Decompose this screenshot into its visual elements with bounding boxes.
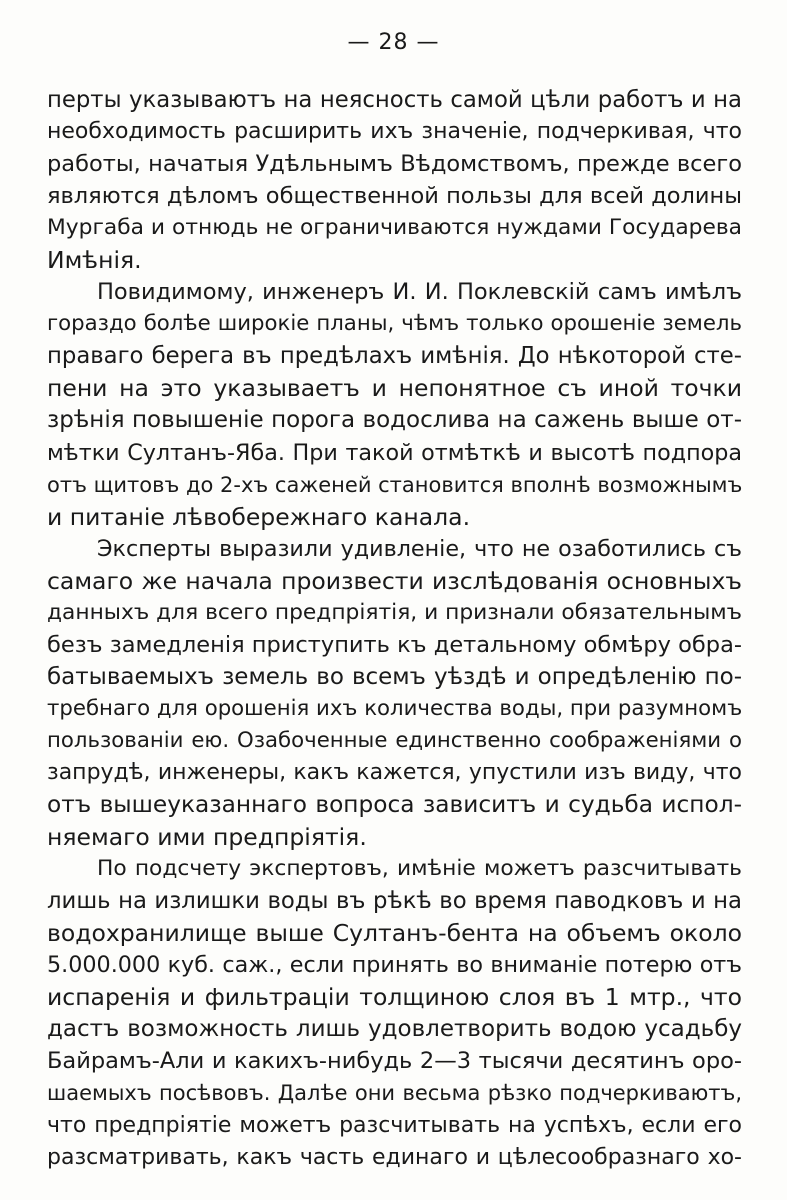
text-line: 5.000.000 куб. саж., если принять во вниманіе потерю отъ	[47, 952, 742, 979]
text-line: Байрамъ-Али и какихъ-нибудь 2—3 тысячи десятинъ оро-	[47, 1048, 742, 1075]
text-line: отъ вышеуказаннаго вопроса зависитъ и судьба испол-	[47, 791, 742, 819]
text-line: дастъ возможность лишь удовлетворить водою усадьбу	[47, 1016, 742, 1043]
text-line: пользованіи ею. Озабоченные единственно соображеніями о	[47, 727, 742, 753]
text-line: перты указываютъ на неясность самой цѣли работъ и на	[47, 87, 742, 113]
text-line: необходимость расширить ихъ значеніе, подчеркивая, что	[47, 119, 742, 145]
text-line: зрѣнія повышеніе порога водослива на сажень выше от-	[47, 407, 742, 434]
paragraph-1	[47, 84, 742, 276]
text-line: праваго берега въ предѣлахъ имѣнія. До нѣкоторой сте-	[47, 343, 742, 370]
text-line: пени на это указываетъ и непонятное съ иной точки	[47, 374, 742, 403]
page-number: — 28 —	[347, 30, 440, 55]
text-line: отъ щитовъ до 2-хъ саженей становится вполнѣ возможнымъ	[47, 472, 742, 497]
paragraph-3	[47, 533, 742, 853]
text-line: работы, начатыя Удѣльнымъ Вѣдомствомъ, прежде всего	[47, 151, 742, 178]
text-line: Имѣнія.	[47, 246, 142, 275]
text-line: гораздо болѣе широкіе планы, чѣмъ только орошеніе земель	[47, 311, 742, 337]
body-text	[47, 84, 742, 1174]
text-line: мѣтки Султанъ-Яба. При такой отмѣткѣ и высотѣ подпора	[47, 439, 742, 466]
text-line: запрудѣ, инженеры, какъ кажется, упустили изъ виду, что	[47, 759, 742, 785]
text-line: Повидимому, инженеръ И. И. Поклевскій самъ имѣлъ	[97, 279, 742, 306]
paragraph-2	[47, 276, 742, 532]
text-line: шаемыхъ посѣвовъ. Далѣе они весьма рѣзко подчеркиваютъ,	[47, 1081, 742, 1106]
text-line: водохранилище выше Султанъ-бента на объемъ около	[47, 919, 742, 948]
paragraph-4	[47, 853, 742, 1173]
text-line: испаренія и фильтраціи толщиною слоя въ 1 мтр., что	[47, 983, 742, 1012]
text-line: батываемыхъ земель во всемъ уѣздѣ и опредѣленію по-	[47, 663, 742, 690]
text-line: лишь на излишки воды въ рѣкѣ во время паводковъ и на	[47, 888, 742, 915]
text-line: самаго же начала произвести изслѣдованія основныхъ	[47, 566, 742, 595]
text-line: что предпріятіе можетъ разсчитывать на успѣхъ, если его	[47, 1112, 742, 1138]
text-line: разсматривать, какъ часть единаго и цѣлесообразнаго хо-	[47, 1144, 742, 1170]
text-line: няемаго ими предпріятія.	[47, 823, 367, 852]
text-line: являются дѣломъ общественной пользы для всей долины	[47, 183, 742, 210]
text-line: и питаніе лѣвобережнаго канала.	[47, 502, 471, 531]
text-line: данныхъ для всего предпріятія, и признали обязательнымъ	[47, 599, 742, 625]
text-line: Эксперты выразили удивленіе, что не озаботились съ	[97, 535, 742, 562]
text-line: безъ замедленія приступить къ детальному обмѣру обра-	[47, 631, 742, 658]
text-line: требнаго для орошенія ихъ количества воды, при разумномъ	[47, 695, 742, 721]
text-line: Мургаба и отнюдь не ограничиваются нуждами Государева	[47, 215, 742, 241]
text-line: По подсчету экспертовъ, имѣніе можетъ разсчитывать	[97, 856, 742, 882]
